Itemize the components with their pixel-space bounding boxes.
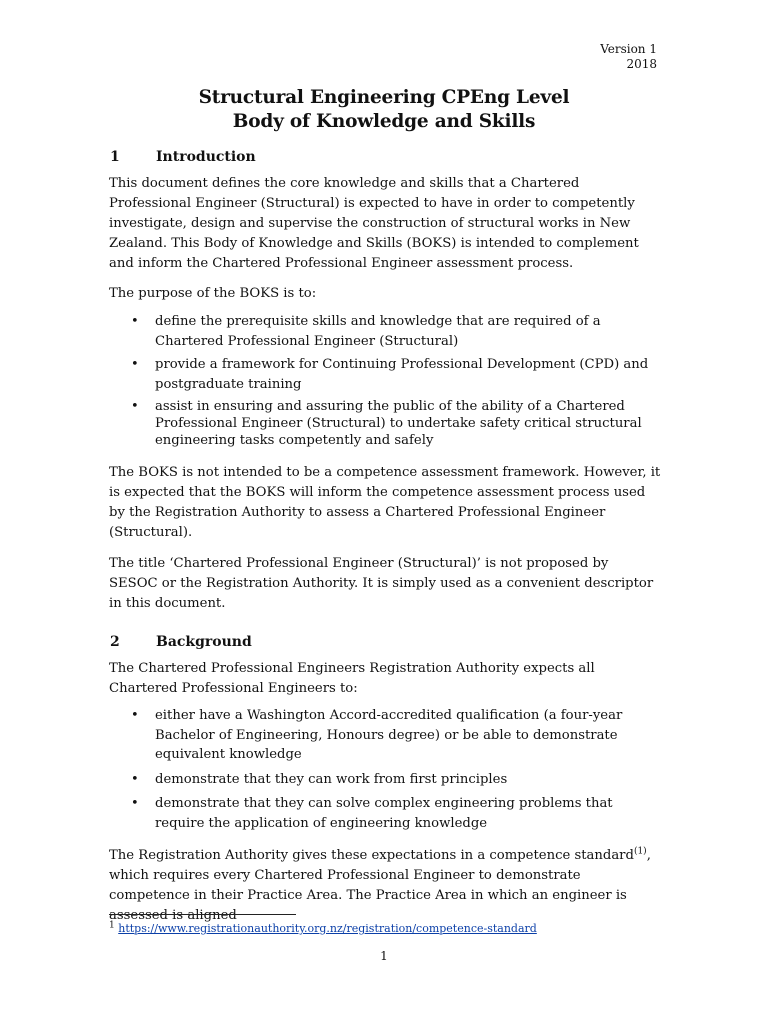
section-1-heading — [110, 148, 256, 166]
footnote — [109, 922, 537, 936]
section-2-number: 2 — [110, 634, 120, 650]
section-1-title: Introduction — [156, 149, 256, 165]
list-item — [109, 312, 661, 351]
section-2-title: Background — [156, 634, 252, 650]
list-item-text: assist in ensuring and assuring the public of the ability of a Chartered Professional Engineer (Structural) to undertake safety critical structural engineering tasks competently and safely — [155, 399, 642, 448]
purpose-list — [109, 312, 661, 449]
list-item — [109, 398, 661, 449]
boks-paragraph: The BOKS is not intended to be a competence assessment framework. However, it is expected that the BOKS will inform the competence assessment process used by the Registration Authority to assess a Chartered Professional Engineer (Structural). — [109, 465, 661, 540]
section-1-number: 1 — [110, 149, 120, 165]
bullet-icon: • — [131, 771, 139, 787]
list-item — [109, 706, 661, 765]
list-item-text: demonstrate that they can work from first principles — [155, 771, 508, 787]
version-year: 2018 — [626, 57, 657, 71]
purpose-paragraph: The purpose of the BOKS is to: — [109, 286, 317, 301]
version-number: Version 1 — [600, 42, 657, 56]
bullet-icon: • — [131, 708, 139, 723]
title-line-1: Structural Engineering CPEng Level — [198, 87, 570, 108]
version-label — [600, 42, 657, 72]
title-note-paragraph: The title ‘Chartered Professional Engineer (Structural)’ is not proposed by SESOC or the Registration Authority. It is simply used as a convenient descriptor in this document. — [109, 556, 654, 611]
list-item-text: define the prerequisite skills and knowledge that are required of a Chartered Professional Engineer (Structural) — [155, 314, 601, 349]
footnote-divider — [109, 914, 296, 915]
footnote-link[interactable]: https://www.registrationauthority.org.nz/registration/competence-standard — [118, 922, 537, 935]
list-item-text: demonstrate that they can solve complex engineering problems that require the application of engineering knowledge — [155, 796, 613, 831]
intro-paragraph: This document defines the core knowledge and skills that a Chartered Professional Engineer (Structural) is expected to have in order to competently investigate, design and supervise the construction of structural works in New Zealand. This Body of Knowledge and Skills (BOKS) is intended to complement and inform the Chartered Professional Engineer assessment process. — [109, 176, 639, 271]
registration-text: The Registration Authority gives these expectations in a competence standard — [109, 848, 634, 863]
bullet-icon: • — [131, 357, 139, 372]
list-item-text: either have a Washington Accord-accredited qualification (a four-year Bachelor of Engineering, Honours degree) or be able to demonstrate equivalent knowledge — [155, 708, 623, 762]
list-item — [109, 355, 661, 394]
list-item — [109, 794, 661, 833]
bullet-icon: • — [131, 314, 139, 329]
section-2-heading — [110, 633, 252, 651]
footnote-marker: 1 — [109, 920, 115, 931]
background-paragraph: The Chartered Professional Engineers Registration Authority expects all Chartered Professional Engineers to: — [109, 661, 595, 696]
bullet-icon: • — [131, 399, 139, 414]
document-title — [0, 86, 768, 134]
footnote-reference[interactable]: (1) — [633, 846, 647, 857]
list-item-text: provide a framework for Continuing Professional Development (CPD) and postgraduate training — [155, 357, 649, 392]
registration-text-continued: , which requires every Chartered Professional Engineer to demonstrate competence in their Practice Area. The Practice Area in which an engineer is assessed is aligned — [109, 848, 651, 923]
page-number: 1 — [380, 949, 388, 963]
bullet-icon: • — [131, 796, 139, 811]
list-item — [109, 770, 661, 790]
title-line-2: Body of Knowledge and Skills — [232, 111, 536, 132]
expectations-list — [109, 706, 661, 833]
